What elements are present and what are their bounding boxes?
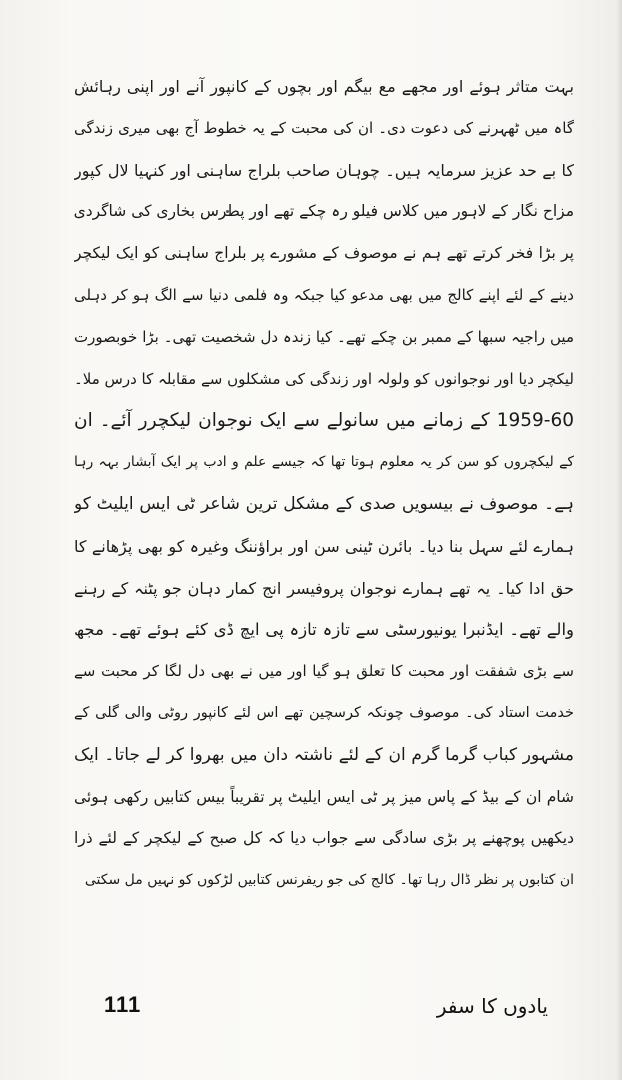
text-line: دیکھیں پوچھنے پر بڑی سادگی سے جواب دیا کہ کل صبح کے لیکچر کے لئے ذرا [74,829,574,848]
text-line: ہمارے لئے سہل بنا دیا۔ بائرن ٹینی سن اور براؤننگ وغیرہ کو بھی پڑھانے کا [74,536,574,556]
text-line: مشہور کباب گرما گرم ان کے لئے ناشتہ دان میں بھروا کر لے جاتا۔ ایک [74,744,574,765]
running-title: یادوں کا سفر [436,994,548,1018]
text-line: گاہ میں ٹھہرنے کی دعوت دی۔ ان کی محبت کے یہ خطوط آج بھی میری زندگی [74,118,574,137]
text-line: 1959-60 کے زمانے میں سانولے سے ایک نوجوان لیکچرر آئے۔ ان [74,410,574,432]
text-line: دینے کے لئے اپنے کالج میں بھی مدعو کیا جبکہ وہ فلمی دنیا سے الگ ہو کر دہلی [74,285,574,304]
text-line: میں راجیہ سبھا کے ممبر بن چکے تھے۔ کیا زندہ دل شخصیت تھی۔ بڑا خوبصورت [74,327,574,346]
text-line: کا بے حد عزیز سرمایہ ہیں۔ چوہان صاحب بلراج ساہنی اور کنہیا لال کپور [74,160,574,180]
text-line: خدمت استاد کی۔ موصوف چونکہ کرسچین تھے اس لئے کانپور روٹی والی گلی کے [74,704,574,721]
body-text [74,66,574,902]
text-line: بہت متاثر ہوئے اور مجھے مع بیگم اور بچوں کے کانپور آنے اور اپنی رہائش [74,77,574,96]
text-line: کے لیکچروں کو سن کر یہ معلوم ہوتا تھا کہ جیسے علم و ادب پر ایک آبشار بہہ رہا [74,454,574,471]
text-line: ان کتابوں پر نظر ڈال رہا تھا۔ کالج کی جو ریفرنس کتابیں لڑکوں کو نہیں مل سکتی [84,872,574,889]
page-footer [0,980,622,1040]
text-line: شام ان کے بیڈ کے پاس میز پر ٹی ایس ایلیٹ پر تقریباً بیس کتابیں رکھی ہوئی [74,787,574,806]
page-number: 111 [104,992,142,1017]
text-line: پر بڑا فخر کرتے تھے ہم نے موصوف کے مشورے پر بلراج ساہنی کو ایک لیکچر [74,244,574,263]
text-line: سے بڑی شفقت اور محبت کا تعلق ہو گیا اور میں نے بھی دل لگا کر محبت سے [74,662,574,681]
text-line: والے تھے۔ ایڈنبرا یونیورسٹی سے تازہ تازہ پی ایچ ڈی کئے ہوئے تھے۔ مجھ [74,620,574,640]
text-line: حق ادا کیا۔ یہ تھے ہمارے نوجوان پروفیسر انج کمار دہان جو پٹنہ کے رہنے [74,578,574,598]
text-line: ہے۔ موصوف نے بیسویں صدی کے مشکل ترین شاعر ٹی ایس ایلیٹ کو [74,493,574,514]
text-line: لیکچر دیا اور نوجوانوں کو ولولہ اور زندگی کی مشکلوں سے مقابلہ کا درس ملا۔ [74,369,574,388]
page-edge-shadow [616,0,622,1080]
text-line: مزاح نگار کے لاہور میں کلاس فیلو رہ چکے تھے اور پطرس بخاری کی شاگردی [74,202,574,221]
